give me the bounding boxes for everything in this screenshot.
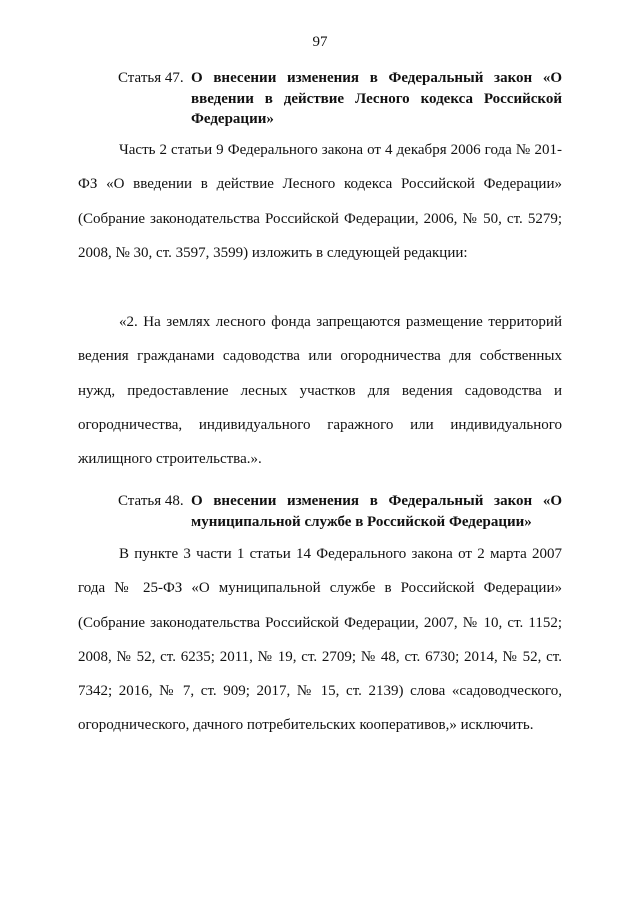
- article-48-heading: [78, 491, 562, 532]
- article-47-paragraph-1: [78, 133, 562, 270]
- article-47-heading: [78, 68, 562, 130]
- paragraph: В пункте 3 части 1 статьи 14 Федерального закона от 2 марта 2007 года № 25-ФЗ «О муниципальной службе в Российской Федерации» (Собрание законодательства Российской Федерации, 2007, № 10, ст. 1152; 2008, № 52, ст. 6235; 2011, № 19, ст. 2709; № 48, ст. 6730; 2014, № 52, ст. 7342; 2016, № 7, ст. 909; 2017, № 15, ст. 2139) слова «садоводческого, огороднического, дачного потребительских кооперативов,» исключить.: [78, 546, 562, 734]
- article-title: О внесении изменения в Федеральный закон «О введении в действие Лесного кодекса Российской Федерации»: [191, 70, 562, 127]
- article-label: Статья 48.: [118, 493, 184, 509]
- paragraph: Часть 2 статьи 9 Федерального закона от 4 декабря 2006 года № 201-ФЗ «О введении в действие Лесного кодекса Российской Федерации» (Собрание законодательства Российской Федерации, 2006, № 50, ст. 5279; 2008, № 30, ст. 3597, 3599) изложить в следующей редакции:: [78, 142, 562, 261]
- article-title: О внесении изменения в Федеральный закон «О муниципальной службе в Российской Федерации»: [191, 493, 562, 530]
- page-number: 97: [312, 34, 328, 50]
- paragraph: «2. На землях лесного фонда запрещаются размещение территорий ведения гражданами садоводства или огородничества для собственных нужд, предоставление лесных участков для ведения садоводства и огородничества, индивидуального гаражного или индивидуального жилищного строительства.».: [78, 314, 562, 468]
- article-48-paragraph-1: [78, 537, 562, 743]
- article-label: Статья 47.: [118, 70, 184, 86]
- article-47-paragraph-2: [78, 305, 562, 476]
